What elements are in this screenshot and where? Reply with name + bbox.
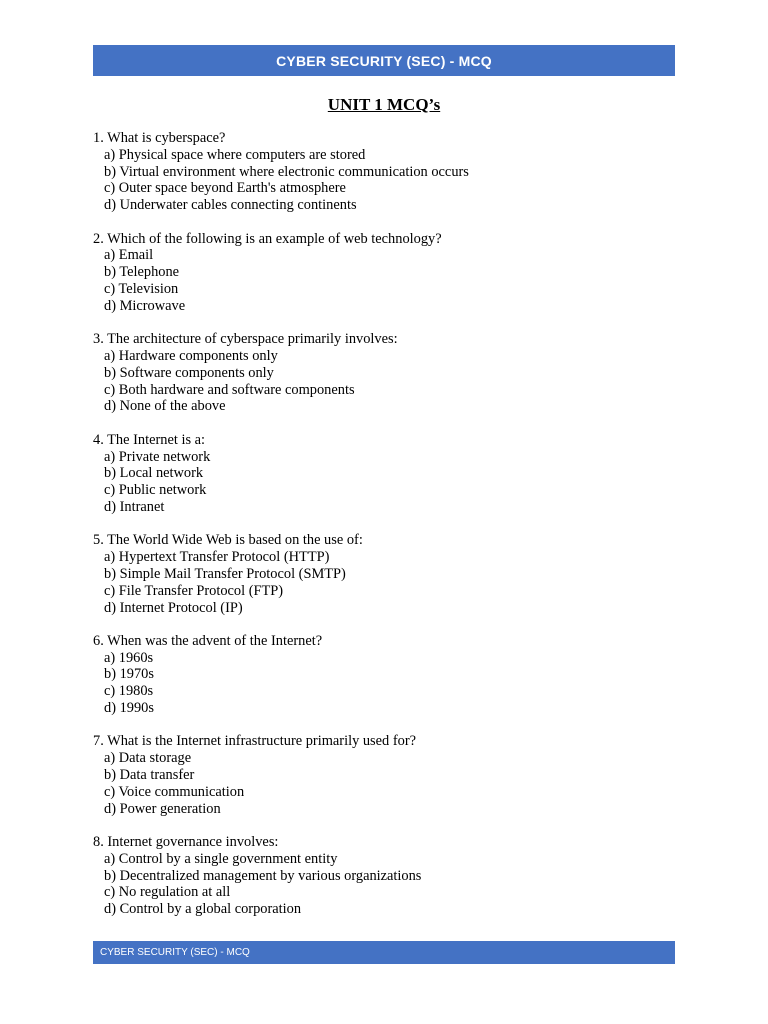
option-b: b) Data transfer (104, 767, 195, 784)
question-3 (93, 331, 675, 415)
option-b: b) Telephone (104, 264, 180, 281)
question-7 (93, 733, 675, 817)
option-a: a) Control by a single government entity (104, 850, 338, 867)
question-text: 4. The Internet is a: (93, 431, 206, 448)
question-4 (93, 432, 675, 516)
question-text: 1. What is cyberspace? (93, 130, 226, 146)
option-b: b) Simple Mail Transfer Protocol (SMTP) (104, 565, 346, 582)
option-a: a) Email (104, 247, 154, 264)
option-d: d) Power generation (104, 800, 221, 817)
question-6 (93, 633, 675, 717)
option-c: c) No regulation at all (104, 884, 231, 901)
option-a: a) Data storage (104, 750, 192, 767)
option-b: b) Local network (104, 465, 204, 482)
option-d: d) Internet Protocol (IP) (104, 599, 243, 616)
question-text: 5. The World Wide Web is based on the use of: (93, 532, 363, 549)
option-a: a) Physical space where computers are stored (104, 146, 366, 163)
option-c: c) Public network (104, 482, 207, 499)
footer-text: CYBER SECURITY (SEC) - MCQ (100, 947, 250, 958)
question-text: 7. What is the Internet infrastructure primarily used for? (93, 733, 417, 750)
option-c: c) File Transfer Protocol (FTP) (104, 582, 284, 599)
question-5 (93, 532, 675, 616)
option-d: d) Underwater cables connecting continents (104, 197, 357, 214)
question-2 (93, 231, 675, 315)
option-b: b) Decentralized management by various organizations (104, 867, 422, 884)
option-c: c) Both hardware and software components (104, 381, 355, 398)
option-b: b) Virtual environment where electronic communication occurs (104, 163, 469, 180)
option-c: c) Voice communication (104, 783, 245, 800)
option-c: c) Outer space beyond Earth's atmosphere (104, 180, 346, 197)
option-b: b) Software components only (104, 364, 274, 381)
option-b: b) 1970s (104, 666, 154, 683)
question-text: 2. Which of the following is an example of web technology? (93, 230, 442, 247)
option-a: a) Private network (104, 448, 211, 465)
question-1 (93, 130, 675, 214)
footer-bar (93, 941, 675, 964)
option-d: d) None of the above (104, 398, 226, 415)
option-a: a) 1960s (104, 649, 154, 666)
question-text: 3. The architecture of cyberspace primarily involves: (93, 331, 398, 348)
header-bar (93, 45, 675, 76)
page-title: UNIT 1 MCQ’s (327, 95, 441, 114)
question-8 (93, 834, 675, 918)
question-text: 8. Internet governance involves: (93, 834, 279, 851)
option-d: d) Intranet (104, 498, 165, 515)
question-list (93, 130, 675, 935)
option-a: a) Hypertext Transfer Protocol (HTTP) (104, 549, 330, 566)
option-d: d) Microwave (104, 297, 186, 314)
header-title: CYBER SECURITY (SEC) - MCQ (276, 52, 492, 69)
option-a: a) Hardware components only (104, 347, 278, 364)
question-text: 6. When was the advent of the Internet? (93, 632, 323, 649)
option-c: c) Television (104, 280, 179, 297)
option-d: d) 1990s (104, 700, 154, 717)
option-d: d) Control by a global corporation (104, 901, 302, 918)
option-c: c) 1980s (104, 683, 154, 700)
